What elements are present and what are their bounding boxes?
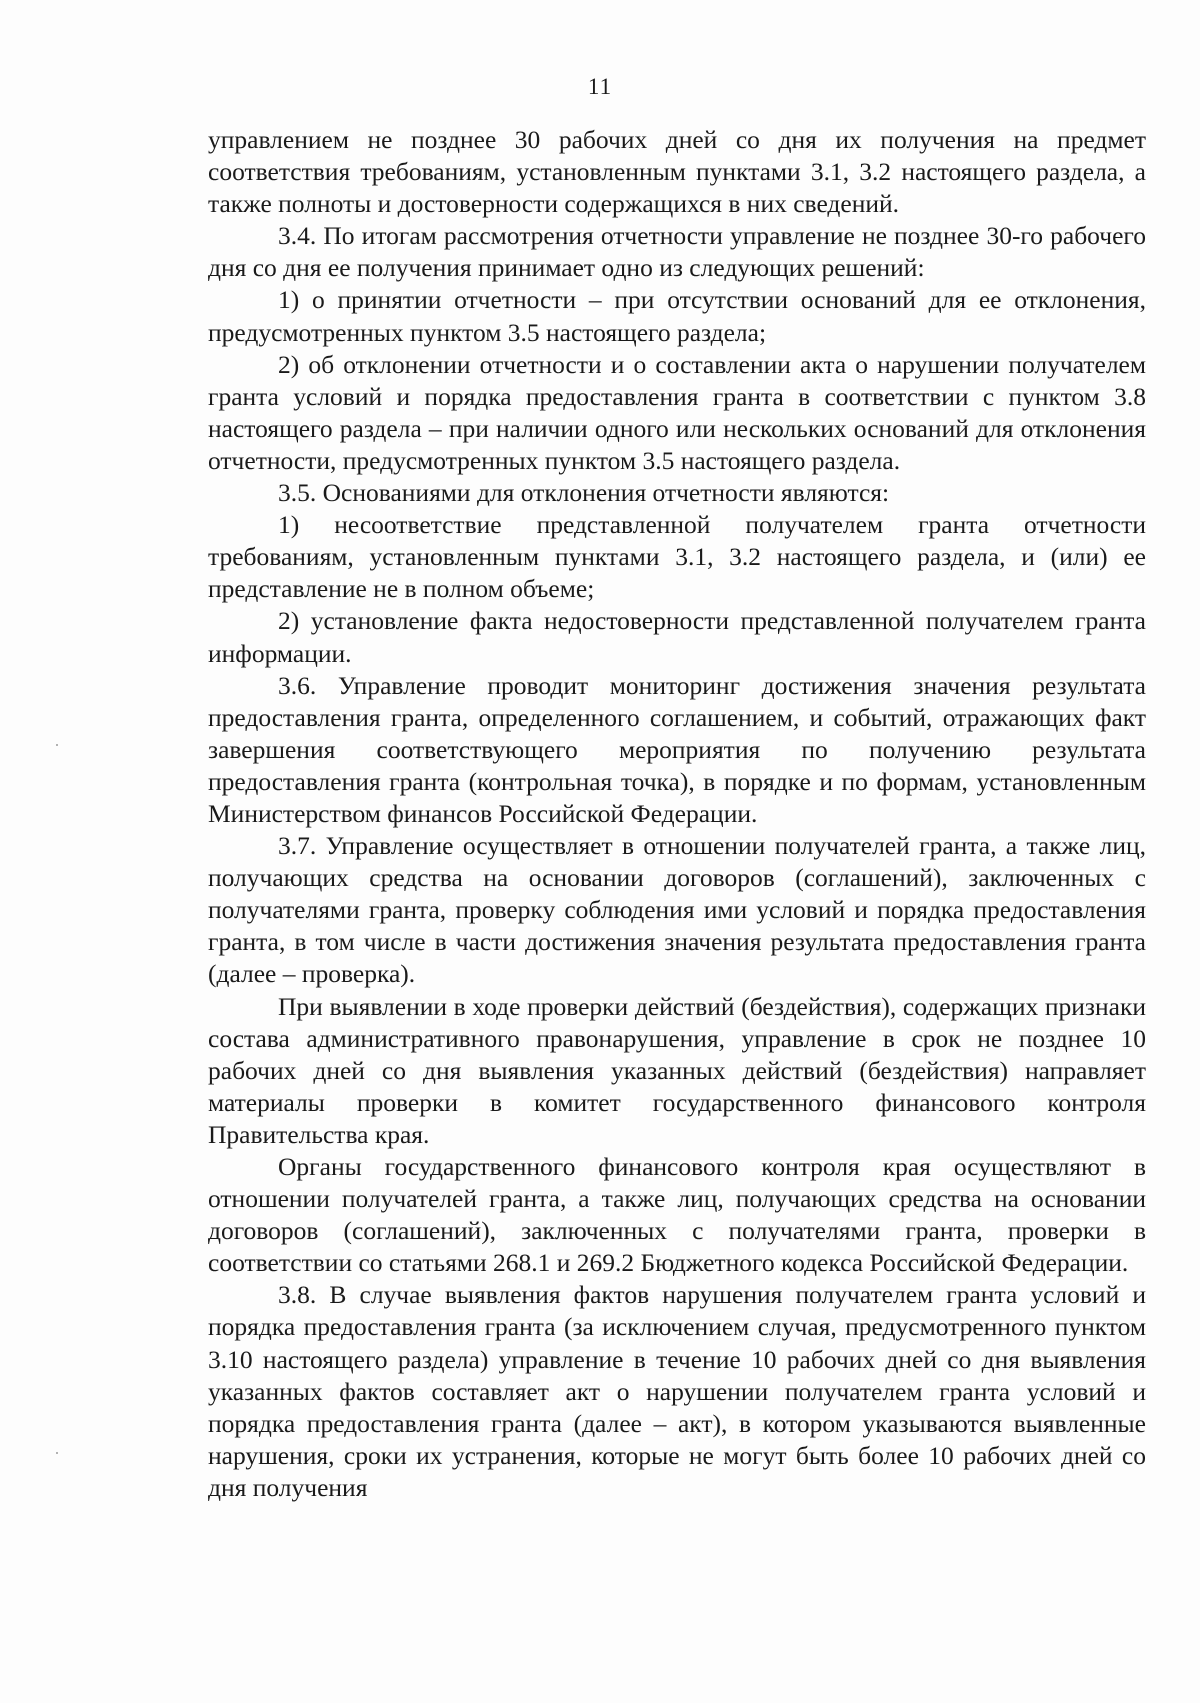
scan-margin-mark	[56, 1452, 58, 1454]
document-body	[208, 124, 1146, 1504]
paragraph: 2) установление факта недостоверности представленной получателем гранта информации.	[208, 606, 1146, 668]
paragraph: 3.7. Управление осуществляет в отношении получателей гранта, а также лиц, получающих средства на основании договоров (соглашений), заключенных с получателями гранта, проверку соблюдения ими условий и порядка предоставления гранта, в том числе в части достижения значения результата предоставления гранта (далее – проверка).	[208, 831, 1146, 989]
paragraph: 1) несоответствие представленной получателем гранта отчетности требованиям, установленным пунктами 3.1, 3.2 настоящего раздела, и (или) ее представление не в полном объеме;	[208, 510, 1146, 604]
paragraph: Органы государственного финансового контроля края осуществляют в отношении получателей гранта, а также лиц, получающих средства на основании договоров (соглашений), заключенных с получателями гранта, проверки в соответствии со статьями 268.1 и 269.2 Бюджетного кодекса Российской Федерации.	[208, 1152, 1146, 1278]
paragraph: управлением не позднее 30 рабочих дней со дня их получения на предмет соответствия требованиям, установленным пунктами 3.1, 3.2 настоящего раздела, а также полноты и достоверности содержащихся в них сведений.	[208, 125, 1146, 219]
paragraph: 3.4. По итогам рассмотрения отчетности управление не позднее 30-го рабочего дня со дня ее получения принимает одно из следующих решений:	[208, 221, 1146, 283]
paragraph: 3.8. В случае выявления фактов нарушения получателем гранта условий и порядка предоставления гранта (за исключением случая, предусмотренного пунктом 3.10 настоящего раздела) управление в течение 10 рабочих дней со дня выявления указанных фактов составляет акт о нарушении получателем гранта условий и порядка предоставления гранта (далее – акт), в котором указываются выявленные нарушения, сроки их устранения, которые не могут быть более 10 рабочих дней со дня получения	[208, 1280, 1146, 1502]
paragraph: 1) о принятии отчетности – при отсутствии оснований для ее отклонения, предусмотренных пунктом 3.5 настоящего раздела;	[208, 285, 1146, 347]
paragraph: 3.6. Управление проводит мониторинг достижения значения результата предоставления гранта, определенного соглашением, и событий, отражающих факт завершения соответствующего мероприятия по получению результата предоставления гранта (контрольная точка), в порядке и по формам, установленным Министерством финансов Российской Федерации.	[208, 670, 1146, 828]
paragraph: При выявлении в ходе проверки действий (бездействия), содержащих признаки состава административного правонарушения, управление в срок не позднее 10 рабочих дней со дня выявления указанных действий (бездействия) направляет материалы проверки в комитет государственного финансового контроля Правительства края.	[208, 991, 1146, 1149]
scan-margin-mark	[56, 744, 58, 746]
paragraph: 2) об отклонении отчетности и о составлении акта о нарушении получателем гранта условий и порядка предоставления гранта в соответствии с пунктом 3.8 настоящего раздела – при наличии одного или нескольких оснований для отклонения отчетности, предусмотренных пунктом 3.5 настоящего раздела.	[208, 349, 1146, 475]
page-number: 11	[587, 74, 613, 99]
paragraph: 3.5. Основаниями для отклонения отчетности являются:	[278, 478, 890, 508]
